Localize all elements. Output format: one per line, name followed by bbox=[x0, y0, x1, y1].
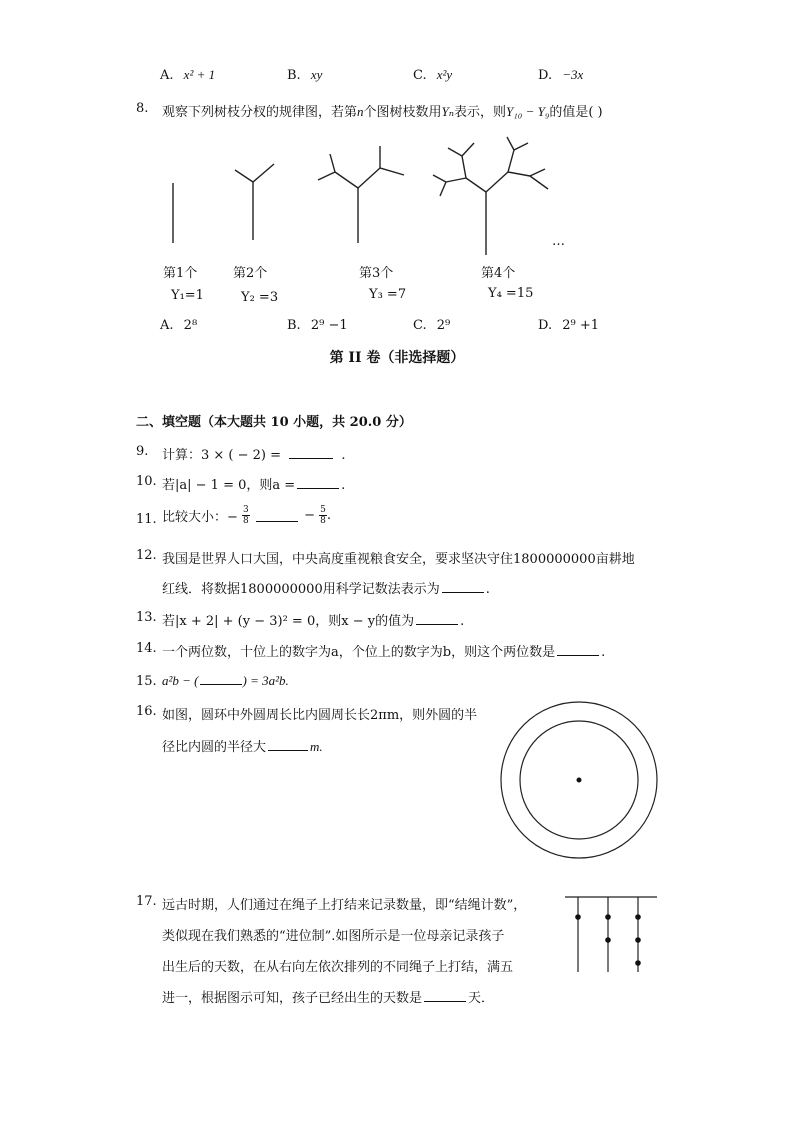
option-expr: 2⁹ −1 bbox=[310, 318, 348, 333]
q12-text-part: 红线．将数据1800000000用科学记数法表示为 bbox=[162, 582, 440, 597]
q8-stem-part: 的值是( ) bbox=[549, 105, 603, 120]
tree4-leaf bbox=[514, 143, 528, 150]
q11-answer-blank[interactable] bbox=[256, 509, 298, 522]
option-label: C. bbox=[413, 318, 427, 333]
option-expr: xy bbox=[310, 67, 323, 82]
rope-knot bbox=[635, 914, 641, 920]
option-expr: x²y bbox=[436, 67, 453, 82]
part2-title: 第 II 卷（非选择题） bbox=[329, 350, 465, 366]
q8-option-b bbox=[287, 318, 348, 333]
tree4-branch bbox=[466, 178, 486, 192]
q10-number: 10. bbox=[136, 474, 157, 489]
section2-title: 二、填空题（本大题共 10 小题，共 20.0 分） bbox=[136, 415, 412, 430]
fraction-denominator: 8 bbox=[320, 516, 326, 526]
fig3-label: 第3个 bbox=[359, 266, 394, 281]
q17-answer-blank[interactable] bbox=[424, 989, 466, 1002]
q11-text-part: . bbox=[326, 508, 331, 523]
fraction-numerator: 3 bbox=[243, 505, 249, 515]
tree4-leaf bbox=[530, 176, 548, 189]
q13-text bbox=[162, 610, 464, 629]
q16-number: 16. bbox=[136, 704, 157, 719]
option-expr: 2⁸ bbox=[183, 318, 198, 333]
option-expr: 2⁹ +1 bbox=[562, 318, 600, 333]
q12-line-1: 我国是世界人口大国，中央高度重视粮食安全，要求坚决守住1800000000亩耕地 bbox=[162, 552, 635, 567]
q16-text-part: m. bbox=[310, 739, 323, 754]
tree4-twig bbox=[462, 156, 466, 178]
q8-stem-part: 观察下列树枝分杈的规律图，若第 bbox=[162, 105, 358, 120]
q8-option-c bbox=[413, 318, 450, 333]
fig4-label: 第4个 bbox=[481, 266, 516, 281]
q17-text-part: 进一，根据图示可知，孩子已经出生的天数是 bbox=[162, 991, 423, 1006]
rope-knot bbox=[605, 937, 611, 943]
q17-line-3: 出生后的天数，在从右向左依次排列的不同绳子上打结，满五 bbox=[162, 960, 514, 975]
q12-text-part: . bbox=[485, 582, 490, 597]
q10-text-part: 若|a| − 1 = 0，则a = bbox=[162, 478, 296, 493]
q16-line-1: 如图，圆环中外圆周长比内圆周长长2πm，则外圆的半 bbox=[162, 708, 478, 723]
q7-option-d bbox=[538, 67, 583, 83]
fraction-denominator: 8 bbox=[243, 516, 249, 526]
q8-option-a bbox=[160, 318, 197, 333]
q16-answer-blank[interactable] bbox=[268, 738, 308, 751]
option-label: B. bbox=[287, 318, 301, 333]
fig2-label: 第2个 bbox=[233, 266, 268, 281]
q8-stem-part: 个图树枝数用 bbox=[363, 105, 442, 120]
q15-text-part: ) = 3a²b. bbox=[242, 673, 289, 688]
tree3-twig bbox=[318, 172, 335, 180]
q12-line-2 bbox=[162, 578, 490, 597]
tree4-twig bbox=[446, 178, 466, 182]
q8-stem bbox=[162, 101, 603, 120]
q14-number: 14. bbox=[136, 641, 157, 656]
q8-stem-var: Yₙ bbox=[441, 104, 455, 119]
q8-option-d bbox=[538, 318, 599, 333]
q15-number: 15. bbox=[136, 674, 157, 689]
tree4-twig bbox=[508, 172, 530, 176]
q14-text-part: 一个两位数，十位上的数字为a，个位上的数字为b，则这个两位数是 bbox=[162, 645, 556, 660]
q10-text bbox=[162, 474, 345, 493]
option-label: A. bbox=[160, 318, 174, 333]
q10-text-part: . bbox=[341, 478, 346, 493]
tree3-twig bbox=[330, 154, 335, 172]
tree2-branch bbox=[253, 164, 274, 182]
q12-number: 12. bbox=[136, 548, 157, 563]
q8-stem-var: n bbox=[357, 104, 364, 119]
tree2-branch bbox=[235, 170, 253, 182]
q17-line-1: 远古时期，人们通过在绳子上打结来记录数量，即“结绳计数”， bbox=[162, 898, 527, 913]
q13-number: 13. bbox=[136, 610, 157, 625]
q14-text bbox=[162, 641, 605, 660]
fig2-value: Y₂ =3 bbox=[241, 290, 279, 305]
tree4-twig bbox=[508, 150, 514, 172]
q8-stem-expr: Y₁₀ − Y₉ bbox=[506, 104, 550, 119]
q9-number: 9. bbox=[136, 444, 149, 459]
ellipsis: … bbox=[552, 234, 565, 249]
q15-answer-blank[interactable] bbox=[200, 672, 242, 685]
q7-option-b bbox=[287, 67, 322, 83]
q11-fraction-1 bbox=[242, 505, 250, 526]
q13-text-part: . bbox=[460, 614, 465, 629]
q12-answer-blank[interactable] bbox=[442, 580, 484, 593]
fig1-value: Y₁=1 bbox=[171, 288, 204, 303]
q13-text-part: 若|x + 2| + (y − 3)² = 0，则x − y的值为 bbox=[162, 614, 415, 629]
q15-text bbox=[162, 672, 289, 689]
option-label: D. bbox=[538, 68, 553, 83]
q15-text-part: a²b − ( bbox=[162, 673, 199, 688]
tree3-branch bbox=[358, 168, 380, 188]
fraction-numerator: 5 bbox=[320, 505, 326, 515]
q16-line-2 bbox=[162, 736, 323, 755]
rope-knot bbox=[635, 937, 641, 943]
option-expr: 2⁹ bbox=[436, 318, 451, 333]
q9-text-part: . bbox=[341, 448, 346, 463]
q16-text-part: 径比内圆的半径大 bbox=[162, 740, 267, 755]
option-label: D. bbox=[538, 318, 553, 333]
q9-text-part: 计算：3 × ( − 2) = bbox=[162, 448, 282, 463]
tree4-branch bbox=[486, 172, 508, 192]
knotted-rope-figure bbox=[565, 895, 665, 975]
tree4-leaf bbox=[440, 182, 446, 196]
rope-knot bbox=[635, 960, 641, 966]
q8-number: 8. bbox=[136, 101, 149, 116]
q13-answer-blank[interactable] bbox=[416, 612, 458, 625]
q14-text-part: . bbox=[601, 645, 606, 660]
option-label: A. bbox=[160, 68, 174, 83]
tree4-leaf bbox=[530, 169, 545, 176]
tree4-leaf bbox=[433, 175, 446, 182]
q11-text-part: 比较大小：− bbox=[162, 510, 238, 525]
q17-number: 17. bbox=[136, 894, 157, 909]
q8-stem-part: 表示，则 bbox=[454, 105, 507, 120]
q9-text bbox=[162, 444, 345, 463]
option-label: B. bbox=[287, 68, 301, 83]
rope-knot bbox=[575, 914, 581, 920]
q17-text-part: 天． bbox=[468, 991, 495, 1006]
q11-number: 11. bbox=[136, 512, 157, 527]
fig1-label: 第1个 bbox=[163, 266, 198, 281]
option-expr: x² + 1 bbox=[183, 67, 216, 82]
tree4-leaf bbox=[448, 148, 462, 156]
center-point bbox=[577, 778, 582, 783]
q11-text-part: − bbox=[304, 508, 315, 523]
q17-line-4 bbox=[162, 987, 494, 1006]
q7-option-a bbox=[160, 67, 215, 83]
fig4-value: Y₄ =15 bbox=[488, 286, 534, 301]
q7-option-c bbox=[413, 67, 452, 83]
option-label: C. bbox=[413, 68, 427, 83]
q14-answer-blank[interactable] bbox=[557, 643, 599, 656]
tree3-branch bbox=[335, 172, 358, 188]
tree4-leaf bbox=[507, 137, 514, 150]
fig3-value: Y₃ =7 bbox=[369, 287, 407, 302]
tree3-twig bbox=[380, 168, 404, 175]
q11-text bbox=[162, 505, 331, 526]
q10-answer-blank[interactable] bbox=[297, 476, 339, 489]
tree4-leaf bbox=[462, 143, 474, 156]
annulus-figure bbox=[500, 701, 660, 861]
rope-knot bbox=[605, 914, 611, 920]
q9-answer-blank[interactable] bbox=[289, 446, 333, 459]
option-expr: −3x bbox=[562, 67, 584, 82]
tree-figures bbox=[0, 130, 794, 270]
q17-line-2: 类似现在我们熟悉的“进位制”.如图所示是一位母亲记录孩子 bbox=[162, 929, 505, 944]
q11-fraction-2 bbox=[319, 505, 327, 526]
